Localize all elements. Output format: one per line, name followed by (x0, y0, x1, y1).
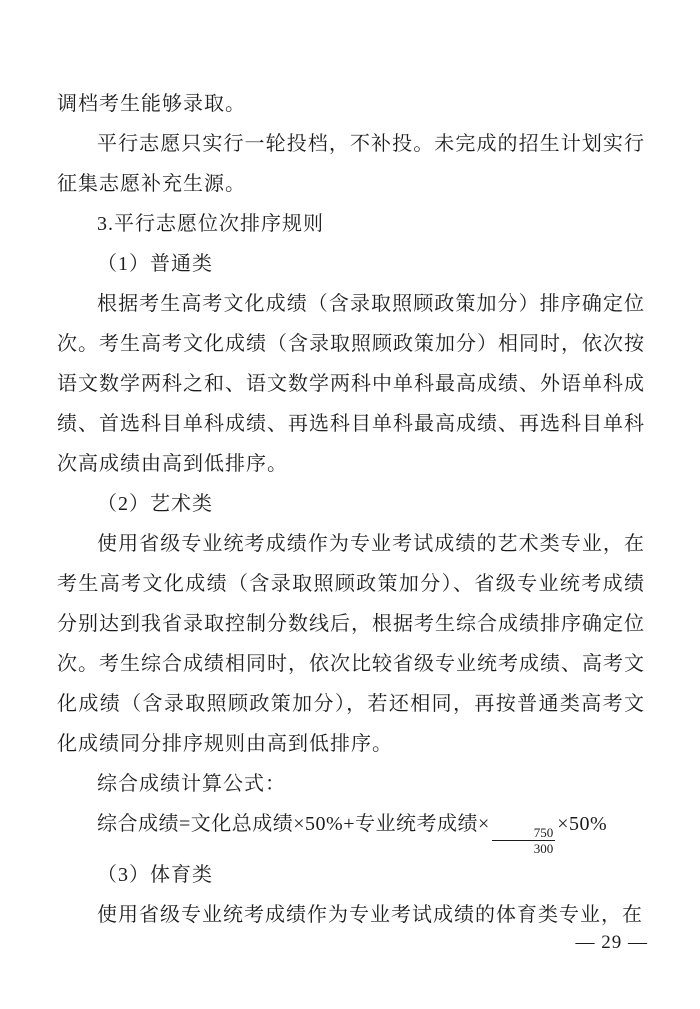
paragraph: 使用省级专业统考成绩作为专业考试成绩的艺术类专业，在考生高考文化成绩（含录取照顾政策加分）、省级专业统考成绩分别达到我省录取控制分数线后，根据考生综合成绩排序确定位次。考生综合成绩相同时，依次比较省级专业统考成绩、高考文化成绩（含录取照顾政策加分），若还相同，再按普通类高考文化成绩同分排序规则由高到低排序。 (57, 533, 645, 755)
page-number: — 29 — (575, 932, 648, 953)
paragraph: 根据考生高考文化成绩（含录取照顾政策加分）排序确定位次。考生高考文化成绩（含录取照顾政策加分）相同时，依次按语文数学两科之和、语文数学两科中单科最高成绩、外语单科成绩、首选科目单科成绩、再选科目单科最高成绩、再选科目单科次高成绩由高到低排序。 (57, 293, 645, 475)
subsection-heading-general: （1）普通类 (97, 253, 213, 275)
paragraph: 平行志愿只实行一轮投档，不补投。未完成的招生计划实行征集志愿补充生源。 (57, 133, 645, 195)
fraction-numerator: 750 (492, 826, 556, 841)
formula-line (57, 804, 645, 855)
formula-prefix: 综合成绩=文化总成绩×50%+专业统考成绩× (97, 813, 490, 835)
fraction-denominator: 300 (533, 840, 554, 856)
fraction-750-over-300 (492, 826, 556, 855)
formula-suffix: ×50% (557, 813, 608, 835)
formula-label: 综合成绩计算公式： (97, 773, 286, 795)
paragraph: 使用省级专业统考成绩作为专业考试成绩的体育类专业，在 (97, 903, 643, 926)
subsection-heading-art: （2）艺术类 (97, 493, 213, 515)
paragraph-continuation: 调档考生能够录取。 (57, 93, 246, 115)
section-heading: 3.平行志愿位次排序规则 (97, 213, 324, 235)
subsection-heading-sports: （3）体育类 (97, 863, 213, 886)
document-body (57, 84, 645, 935)
page-footer (576, 932, 649, 954)
